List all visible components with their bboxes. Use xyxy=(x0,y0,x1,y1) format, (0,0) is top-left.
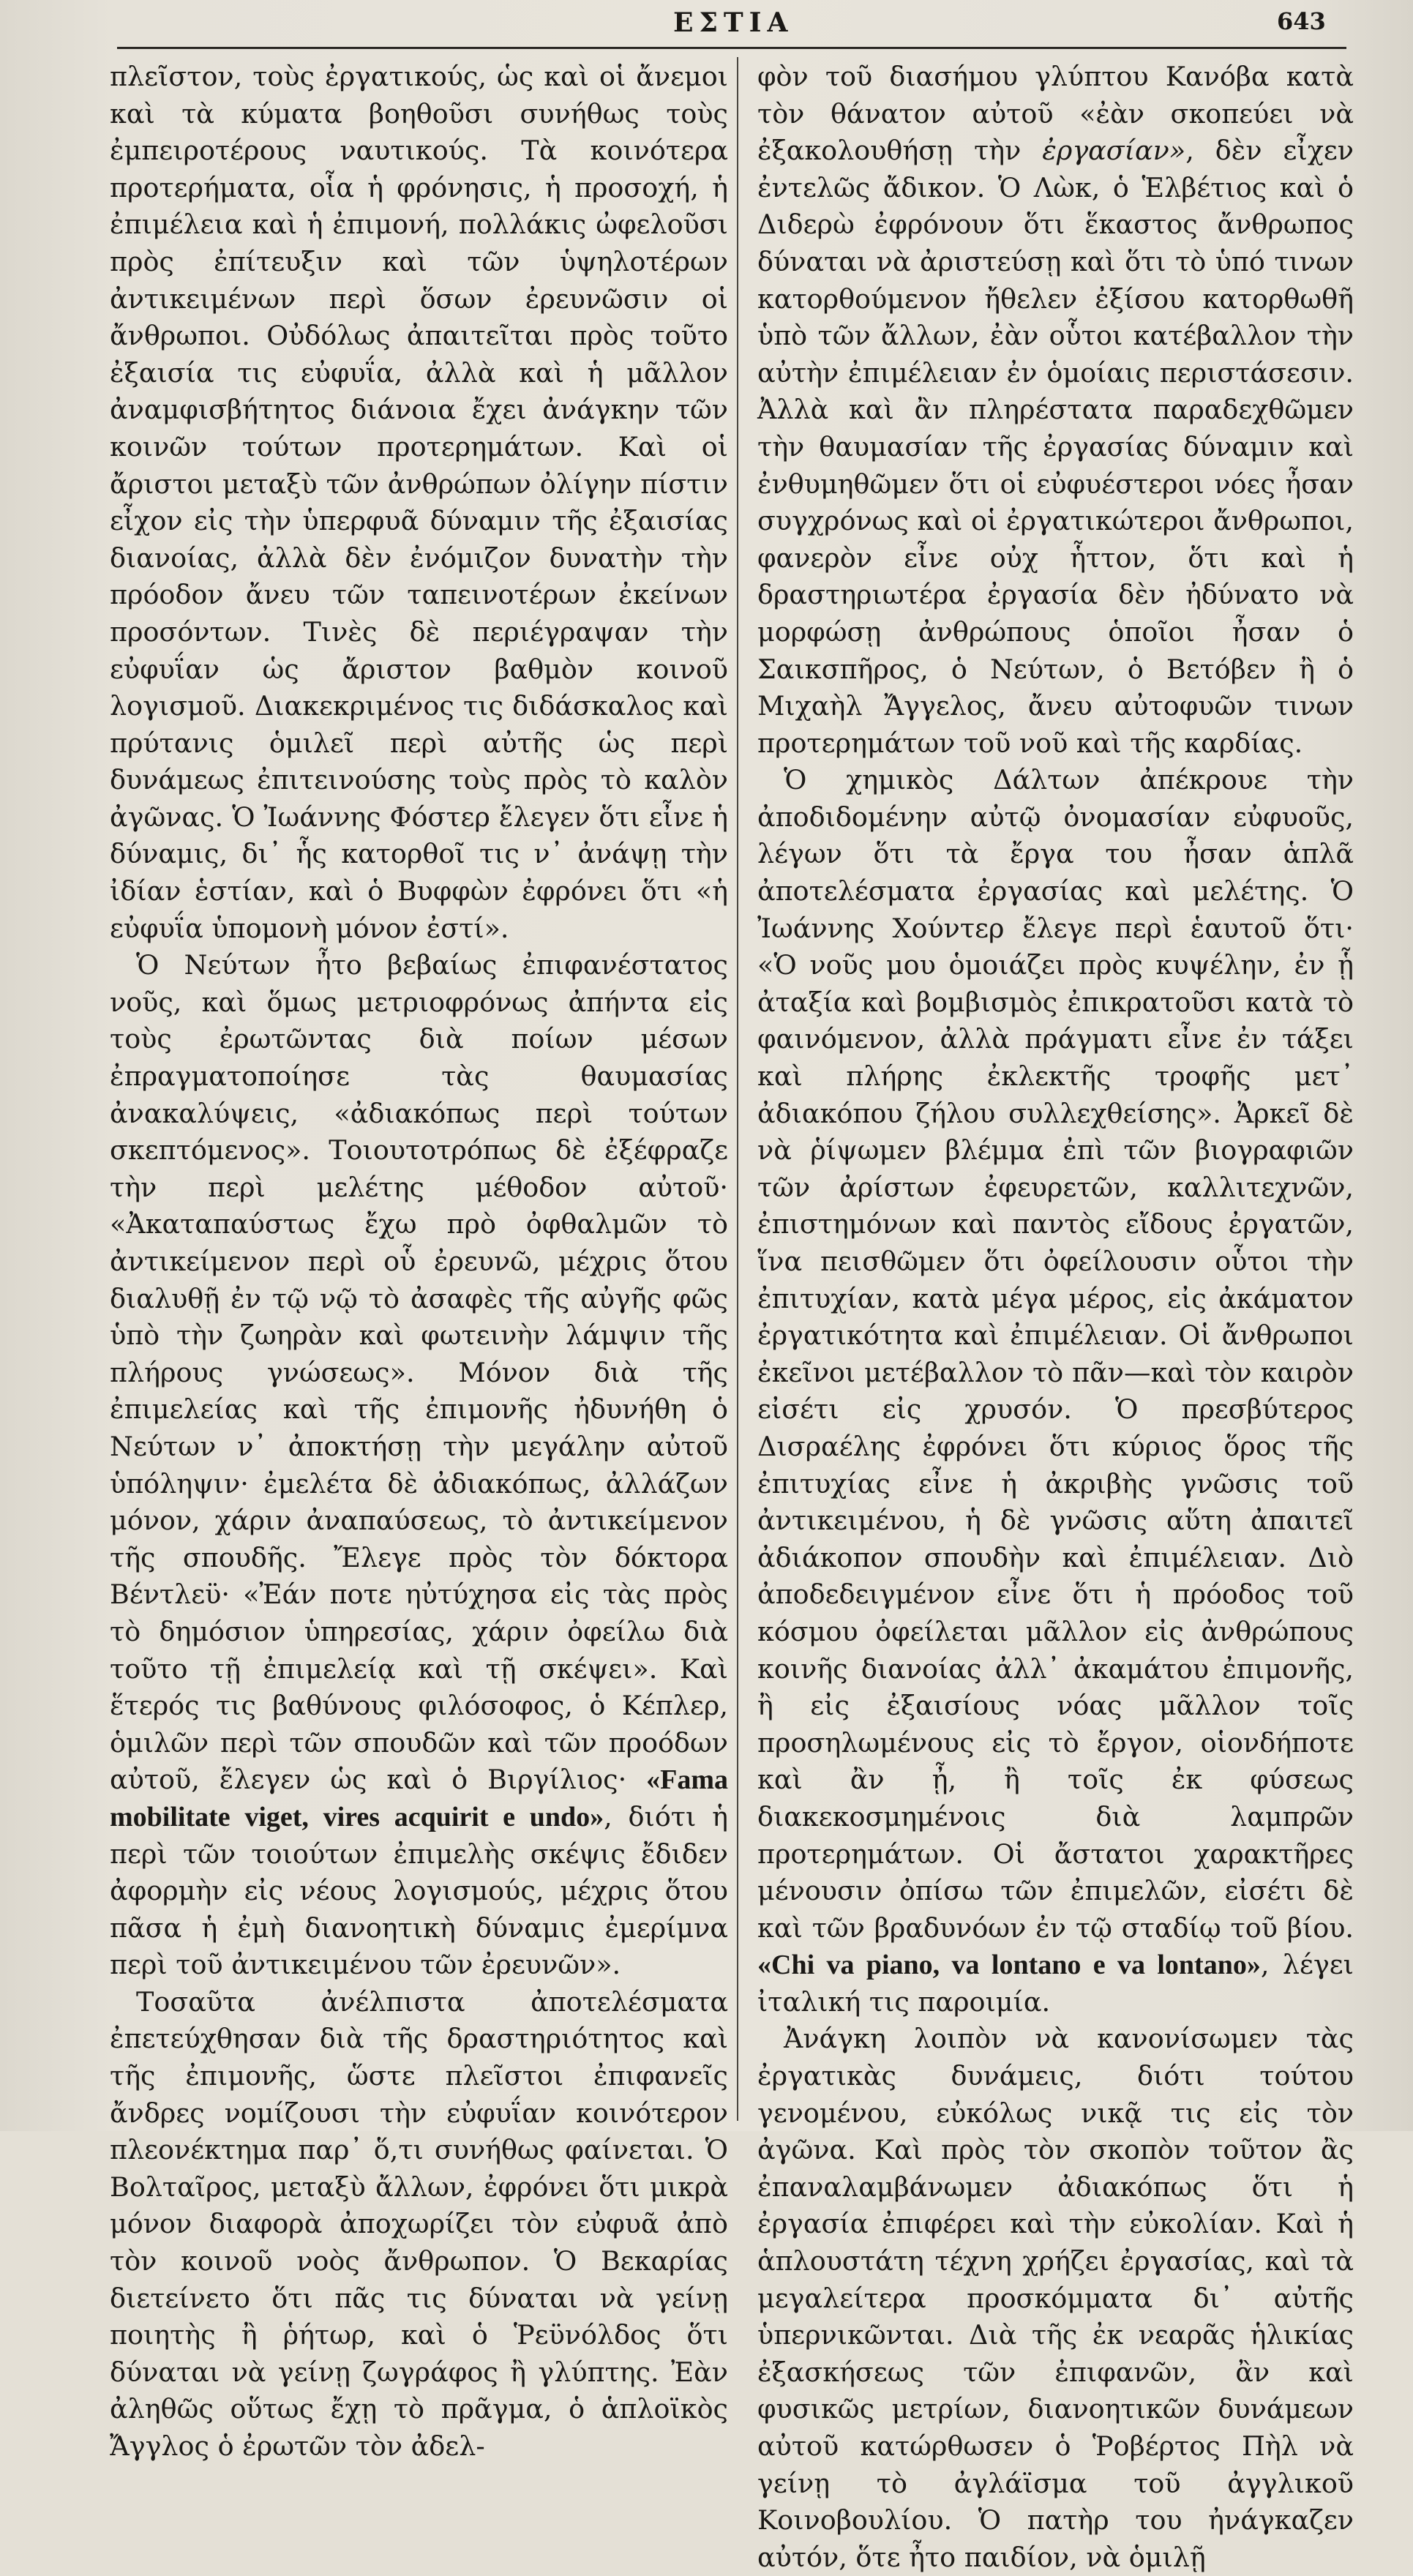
italian-quote: «Chi va piano, va lontano e va lontano» xyxy=(757,1950,1261,1981)
header-rule xyxy=(117,47,1346,49)
left-paragraph-3: Τοσαῦτα ἀνέλπιστα ἀποτελέσματα ἐπετεύχθησαν διὰ τῆς δραστηριότητος καὶ τῆς ἐπιμονῆς, ὥστε πλεῖστοι ἐπιφανεῖς ἄνδρες νομίζουσι τὴν εὐφυΐαν κοινότερον πλεονέκτημα παρ᾿ ὅ,τι συνήθως φαίνεται. Ὁ Βολταῖρος, μεταξὺ ἄλλων, ἐφρόνει ὅτι μικρὰ μόνον διαφορὰ ἀποχωρίζει τὸν εὐφυᾶ ἀπὸ τὸν κοινοῦ νοὸς ἄνθρωπον. Ὁ Βεκαρίας διετείνετο ὅτι πᾶς τις δύναται νὰ γείνῃ ποιητὴς ἢ ῥήτωρ, καὶ ὁ Ῥεϋνόλδος ὅτι δύναται νὰ γείνῃ ζωγράφος ἢ γλύπτης. Ἐὰν ἀληθῶς οὕτως ἔχῃ τὸ πρᾶγμα, ὁ ἁπλοϊκὸς Ἄγγλος ὁ ἐρωτῶν τὸν ἀδελ- xyxy=(110,1985,728,2462)
page-header xyxy=(0,4,1413,40)
page-number: 643 xyxy=(1277,7,1326,35)
right-paragraph-1-rest: , δὲν εἶχεν ἐντελῶς ἄδικον. Ὁ Λὼκ, ὁ Ἑλβέτιος καὶ ὁ Διδερὼ ἐφρόνουν ὅτι ἕκαστος ἄνθρωπος δύναται νὰ ἀριστεύσῃ καὶ ὅτι τὸ ὑπό τινων κατορθούμενον ἤθελεν ἐξίσου κατορθωθῆ ὑπὸ τῶν ἄλλων, ἐὰν οὗτοι κατέβαλλον τὴν αὐτὴν ἐπιμέλειαν ἐν ὁμοίαις περιστάσεσιν. Ἀλλὰ καὶ ἂν πληρέστατα παραδεχθῶμεν τὴν θαυμασίαν τῆς ἐργασίας δύναμιν καὶ ἐνθυμηθῶμεν ὅτι οἱ εὐφυέστεροι νόες ἦσαν συγχρόνως καὶ οἱ ἐργατικώτεροι ἄνθρωποι, φανερὸν εἶνε οὐχ ἧττον, ὅτι καὶ ἡ δραστηριωτέρα ἐργασία δὲν ἠδύνατο νὰ μορφώσῃ ἀνθρώπους ὁποῖοι ἦσαν ὁ Σαικσπῆρος, ὁ Νεύτων, ὁ Βετόβεν ἢ ὁ Μιχαὴλ Ἄγγελος, ἄνευ αὐτοφυῶν τινων προτερημάτων τοῦ νοῦ καὶ τῆς καρδίας. xyxy=(757,135,1354,759)
column-divider xyxy=(737,57,738,2121)
right-paragraph-2-text: Ὁ χημικὸς Δάλτων ἀπέκρουε τὴν ἀποδιδομένην αὐτῷ ὀνομασίαν εὐφυοῦς, λέγων ὅτι τὰ ἔργα του ἦσαν ἁπλᾶ ἀποτελέσματα ἐργασίας καὶ μελέτης. Ὁ Ἰωάννης Χούντερ ἔλεγε περὶ ἑαυτοῦ ὅτι· «Ὁ νοῦς μου ὁμοιάζει πρὸς κυψέλην, ἐν ᾗ ἀταξία καὶ βομβισμὸς ἐπικρατοῦσι κατὰ τὸ φαινόμενον, ἀλλὰ πράγματι εἶνε ἐν τάξει καὶ πλήρης ἐκλεκτῆς τροφῆς μετ᾿ ἀδιακόπου ζήλου συλλεχθείσης». Ἀρκεῖ δὲ νὰ ῥίψωμεν βλέμμα ἐπὶ τῶν βιογραφιῶν τῶν ἀρίστων ἐφευρετῶν, καλλιτεχνῶν, ἐπιστημόνων καὶ παντὸς εἴδους ἐργατῶν, ἵνα πεισθῶμεν ὅτι ὀφείλουσιν οὗτοι τὴν ἐπιτυχίαν, κατὰ μέγα μέρος, εἰς ἀκάματον ἐργατικότητα καὶ ἐπιμέλειαν. Οἱ ἄνθρωποι ἐκεῖνοι μετέβαλλον τὸ πᾶν—καὶ τὸν καιρὸν εἰσέτι εἰς χρυσόν. Ὁ πρεσβύτερος Δισραέλης ἐφρόνει ὅτι κύριος ὅρος τῆς ἐπιτυχίας εἶνε ἡ ἀκριβὴς γνῶσις τοῦ ἀντικειμένου, ἡ δὲ γνῶσις αὕτη ἀπαιτεῖ ἀδιάκοπον σπουδὴν καὶ ἐπιμέλειαν. Διὸ ἀποδεδειγμένον εἶνε ὅτι ἡ πρόοδος τοῦ κόσμου ὀφείλεται μᾶλλον εἰς ἀνθρώπους κοινῆς διανοίας ἀλλ᾿ ἀκαμάτου ἐπιμονῆς, ἢ εἰς ἐξαισίους νόας μᾶλλον τοῖς προσηλωμένους εἰς τὸ ἔργον, οἱονδήποτε καὶ ἂν ᾖ, ἢ τοῖς ἐκ φύσεως διακεκοσμημένοις διὰ λαμπρῶν προτερημάτων. Οἱ ἄστατοι χαρακτῆρες μένουσιν ὀπίσω τῶν ἐπιμελῶν, εἰσέτι δὲ καὶ τῶν βραδυνόων ἐν τῷ σταδίῳ τοῦ βίου. xyxy=(757,764,1354,1944)
left-column xyxy=(110,59,729,2462)
right-column xyxy=(757,59,1354,2573)
right-paragraph-2-end: , λέγει ἰταλική τις παροιμία. xyxy=(757,1949,1354,2018)
right-paragraph-1-italic: ἐργασίαν» xyxy=(1042,135,1186,167)
left-paragraph-2-text: Ὁ Νεύτων ἦτο βεβαίως ἐπιφανέστατος νοῦς, καὶ ὅμως μετριοφρόνως ἀπήντα εἰς τοὺς ἐρωτῶντας διὰ ποίων μέσων ἐπραγματοποίησε τὰς θαυμασίας ἀνακαλύψεις, «ἀδιακόπως περὶ τούτων σκεπτόμενος». Τοιουτοτρόπως δὲ ἐξέφραζε τὴν περὶ μελέτης μέθοδον αὐτοῦ· «Ἀκαταπαύστως ἔχω πρὸ ὀφθαλμῶν τὸ ἀντικείμενον περὶ οὗ ἐρευνῶ, μέχρις ὅτου διαλυθῇ ἐν τῷ νῷ τὸ ἀσαφὲς τῆς αὐγῆς φῶς ὑπὸ τὴν ζωηρὰν καὶ φωτεινὴν λάμψιν τῆς πλήρους γνώσεως». Μόνον διὰ τῆς ἐπιμελείας καὶ τῆς ἐπιμονῆς ἠδυνήθη ὁ Νεύτων ν᾿ ἀποκτήσῃ τὴν μεγάλην αὐτοῦ ὑπόληψιν· ἐμελέτα δὲ ἀδιακόπως, ἀλλάζων μόνον, χάριν ἀναπαύσεως, τὸ ἀντικείμενον τῆς σπουδῆς. Ἔλεγε πρὸς τὸν δόκτορα Βέντλεϋ· «Ἐάν ποτε ηὐτύχησα εἰς τὰς πρὸς τὸ δημόσιον ὑπηρεσίας, χάριν ὀφείλω διὰ τοῦτο τῇ ἐπιμελείᾳ καὶ τῇ σκέψει». Καὶ ἕτερός τις βαθύνους φιλόσοφος, ὁ Κέπλερ, ὁμιλῶν περὶ τῶν σπουδῶν καὶ τῶν προόδων αὐτοῦ, ἔλεγεν ὡς καὶ ὁ Βιργίλιος· xyxy=(110,949,728,1796)
left-paragraph-2-end: , διότι ἡ περὶ τῶν τοιούτων ἐπιμελὴς σκέψις ἔδιδεν ἀφορμὴν εἰς νέους λογισμούς, μέχρις ὅτου πᾶσα ἡ ἐμὴ διανοητικὴ δύναμις ἐμερίμνα περὶ τοῦ ἀντικειμένου τῶν ἐρευνῶν». xyxy=(110,1800,728,1981)
left-paragraph-2 xyxy=(110,947,728,1984)
running-title: ΕΣΤΙΑ xyxy=(673,7,794,38)
right-paragraph-1 xyxy=(757,59,1354,762)
left-paragraph-1: πλεῖστον, τοὺς ἐργατικούς, ὡς καὶ οἱ ἄνεμοι καὶ τὰ κύματα βοηθοῦσι συνήθως τοὺς ἐμπειροτέρους ναυτικούς. Τὰ κοινότερα προτερήματα, οἷα ἡ φρόνησις, ἡ προσοχή, ἡ ἐπιμέλεια καὶ ἡ ἐπιμονή, πολλάκις ὠφελοῦσι πρὸς ἐπίτευξιν καὶ τῶν ὑψηλοτέρων ἀντικειμένων περὶ ὅσων ἐρευνῶσιν οἱ ἄνθρωποι. Οὐδόλως ἀπαιτεῖται πρὸς τοῦτο ἐξαισία τις εὐφυΐα, ἀλλὰ καὶ ἡ μᾶλλον ἀναμφισβήτητος διάνοια ἔχει ἀνάγκην τῶν κοινῶν τούτων προτερημάτων. Καὶ οἱ ἄριστοι μεταξὺ τῶν ἀνθρώπων ὀλίγην πίστιν εἶχον εἰς τὴν ὑπερφυᾶ δύναμιν τῆς ἐξαισίας διανοίας, ἀλλὰ δὲν ἐνόμιζον δυνατὴν τὴν πρόοδον ἄνευ τῶν ταπεινοτέρων ἐκείνων προσόντων. Τινὲς δὲ περιέγραψαν τὴν εὐφυΐαν ὡς ἄριστον βαθμὸν κοινοῦ λογισμοῦ. Διακεκριμένος τις διδάσκαλος καὶ πρύτανις ὁμιλεῖ περὶ αὐτῆς ὡς περὶ δυνάμεως ἐπιτεινούσης τοὺς πρὸς τὸ καλὸν ἀγῶνας. Ὁ Ἰωάννης Φόστερ ἔλεγεν ὅτι εἶνε ἡ δύναμις, δι᾿ ἧς κατορθοῖ τις ν᾿ ἀνάψῃ τὴν ἰδίαν ἑστίαν, καὶ ὁ Βυφφὼν ἐφρόνει ὅτι «ἡ εὐφυΐα ὑπομονὴ μόνον ἐστί». xyxy=(110,61,728,944)
right-paragraph-2 xyxy=(757,762,1354,2021)
right-paragraph-3: Ἀνάγκη λοιπὸν νὰ κανονίσωμεν τὰς ἐργατικὰς δυνάμεις, διότι τούτου γενομένου, εὐκόλως νικᾷ τις εἰς τὸν ἀγῶνα. Καὶ πρὸς τὸν σκοπὸν τοῦτον ἂς ἐπαναλαμβάνωμεν ἀδιακόπως ὅτι ἡ ἐργασία ἐπιφέρει καὶ τὴν εὐκολίαν. Καὶ ἡ ἁπλουστάτη τέχνη χρήζει ἐργασίας, καὶ τὰ μεγαλείτερα προσκόμματα δι᾿ αὐτῆς ὑπερνικῶνται. Διὰ τῆς ἐκ νεαρᾶς ἡλικίας ἐξασκήσεως τῶν ἐπιφανῶν, ἂν καὶ φυσικῶς μετρίων, διανοητικῶν δυνάμεων αὐτοῦ κατώρθωσεν ὁ Ῥοβέρτος Πὴλ νὰ γείνῃ τὸ ἀγλάϊσμα τοῦ ἀγγλικοῦ Κοινοβουλίου. Ὁ πατὴρ του ἠνάγκαζεν αὐτόν, ὅτε ἦτο παιδίον, νὰ ὁμιλῇ xyxy=(757,2023,1354,2573)
right-paragraph-1-text: φὸν τοῦ διασήμου γλύπτου Κανόβα κατὰ τὸν θάνατον αὐτοῦ «ἐὰν σκοπεύει νὰ ἐξακολουθήσῃ τὴν xyxy=(757,61,1354,167)
latin-quote: «Fama mobilitate viget, vires acquirit e undo» xyxy=(110,1764,729,1832)
